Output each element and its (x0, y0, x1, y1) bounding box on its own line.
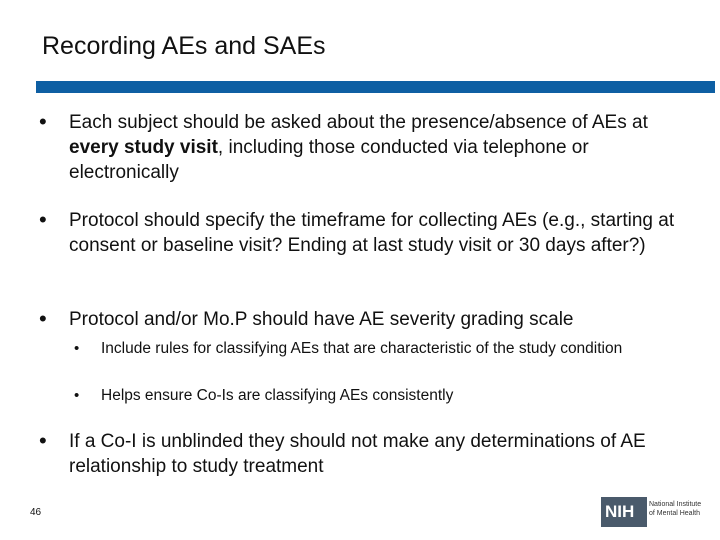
bullet-2-text: Protocol should specify the timeframe for collecting AEs (e.g., starting at consent or baseline visit? Ending at last study visit or 30 days after?) (69, 210, 675, 256)
nimh-logo (601, 497, 711, 527)
bullet-marker: • (39, 109, 47, 134)
logo-line-1: National Institute (649, 501, 702, 508)
bullet-3 (39, 306, 689, 332)
subbullet-1-text: Include rules for classifying AEs that are characteristic of the study condition (101, 340, 623, 357)
page-title: Recording AEs and SAEs (42, 32, 326, 60)
subbullet-marker: • (74, 340, 80, 357)
bullet-marker: • (39, 428, 47, 453)
bullet-1-text-post: , including those conducted via telephone or electronically (69, 137, 589, 183)
subbullet-2 (74, 387, 661, 405)
bullet-3-text: Protocol and/or Mo.P should have AE severity grading scale (69, 309, 574, 330)
subbullet-1 (74, 340, 661, 358)
bullet-1 (39, 109, 689, 185)
bullet-2 (39, 207, 689, 258)
page-number: 46 (30, 507, 42, 518)
bullet-marker: • (39, 207, 47, 232)
nih-logo-box: NIH (601, 497, 647, 527)
nimh-logo-text (649, 500, 711, 518)
logo-line-2: of Mental Health (649, 510, 700, 517)
bullet-1-text-pre: Each subject should be asked about the presence/absence of AEs at (69, 112, 648, 133)
title-underline-bar (36, 81, 715, 93)
bullet-4 (39, 428, 694, 479)
subbullet-marker: • (74, 387, 80, 404)
subbullet-2-text: Helps ensure Co-Is are classifying AEs consistently (101, 387, 454, 404)
bullet-1-text-bold: every study visit (69, 137, 218, 158)
bullet-marker: • (39, 306, 47, 331)
bullet-4-text: If a Co-I is unblinded they should not make any determinations of AE relationship to study treatment (69, 431, 646, 477)
